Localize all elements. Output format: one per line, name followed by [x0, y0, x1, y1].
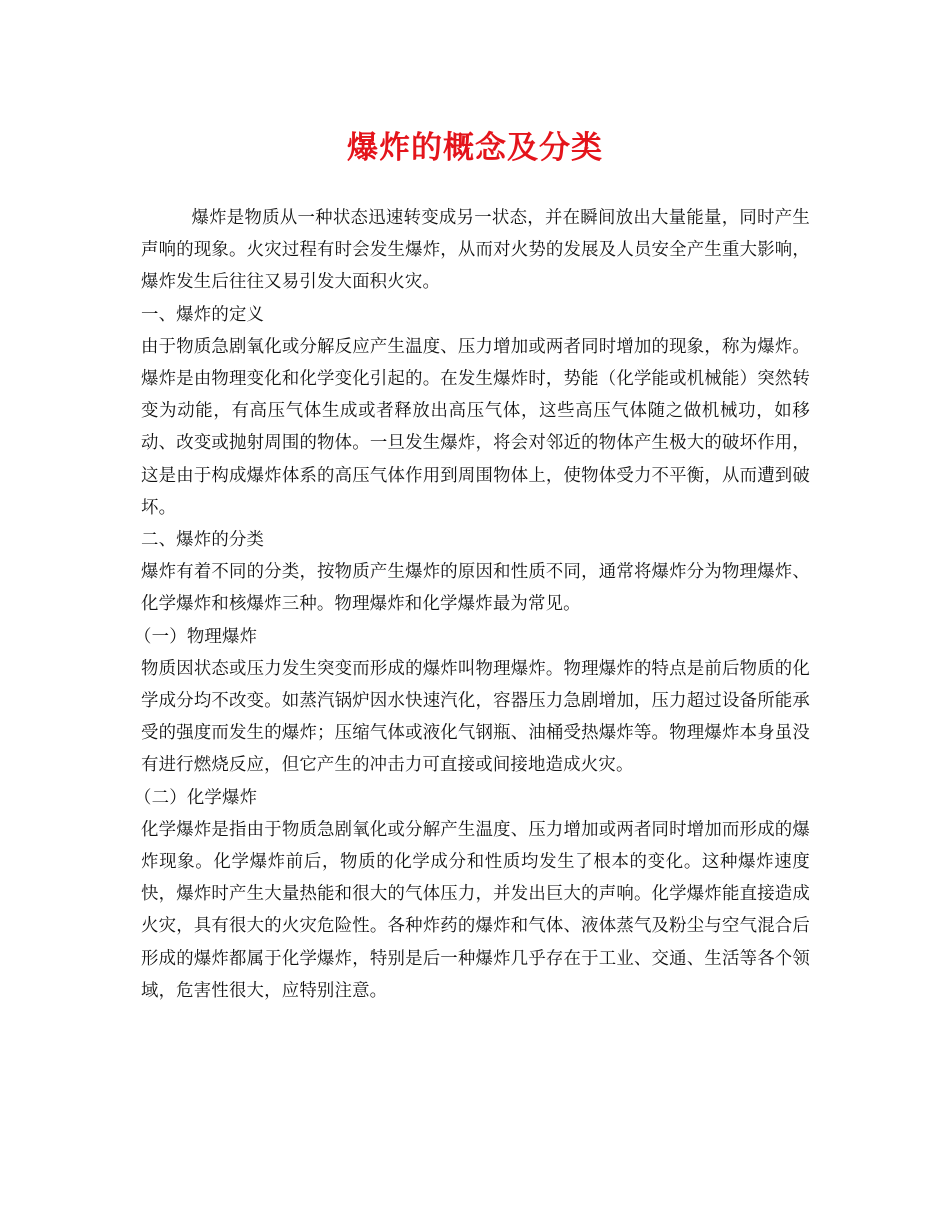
subsection-heading-chemical: （二）化学爆炸	[134, 787, 258, 808]
subsection-text-physical: 物质因状态或压力发生突变而形成的爆炸叫物理爆炸。物理爆炸的特点是前后物质的化学成分均不改变。如蒸汽锅炉因水快速汽化，容器压力急剧增加，压力超过设备所能承受的强度而发生的爆炸；压缩气体或液化气钢瓶、油桶受热爆炸等。物理爆炸本身虽没有进行燃烧反应，但它产生的冲击力可直接或间接地造成火灾。	[141, 658, 810, 776]
subsection-heading-physical: （一）物理爆炸	[134, 626, 258, 647]
document-body	[134, 202, 810, 1007]
section-text-classification: 爆炸有着不同的分类，按物质产生爆炸的原因和性质不同，通常将爆炸分为物理爆炸、化学爆炸和核爆炸三种。物理爆炸和化学爆炸最为常见。	[141, 562, 810, 615]
intro-paragraph: 爆炸是物质从一种状态迅速转变成另一状态，并在瞬间放出大量能量，同时产生声响的现象。火灾过程有时会发生爆炸，从而对火势的发展及人员安全产生重大影响，爆炸发生后往往又易引发大面积火灾。	[141, 208, 810, 293]
subsection-text-chemical: 化学爆炸是指由于物质急剧氧化或分解产生温度、压力增加或两者同时增加而形成的爆炸现象。化学爆炸前后，物质的化学成分和性质均发生了根本的变化。这种爆炸速度快，爆炸时产生大量热能和很大的气体压力，并发出巨大的声响。化学爆炸能直接造成火灾，具有很大的火灾危险性。各种炸药的爆炸和气体、液体蒸气及粉尘与空气混合后形成的爆炸都属于化学爆炸，特别是后一种爆炸几乎存在于工业、交通、生活等各个领域，危害性很大，应特别注意。	[141, 819, 810, 1001]
section-heading-definition: 一、爆炸的定义	[141, 304, 265, 325]
section-heading-classification: 二、爆炸的分类	[141, 530, 265, 551]
document-title: 爆炸的概念及分类	[347, 130, 603, 166]
section-text-definition: 由于物质急剧氧化或分解反应产生温度、压力增加或两者同时增加的现象，称为爆炸。爆炸是由物理变化和化学变化引起的。在发生爆炸时，势能（化学能或机械能）突然转变为动能，有高压气体生成或者释放出高压气体，这些高压气体随之做机械功，如移动、改变或抛射周围的物体。一旦发生爆炸，将会对邻近的物体产生极大的破坏作用，这是由于构成爆炸体系的高压气体作用到周围物体上，使物体受力不平衡，从而遭到破坏。	[141, 336, 810, 518]
